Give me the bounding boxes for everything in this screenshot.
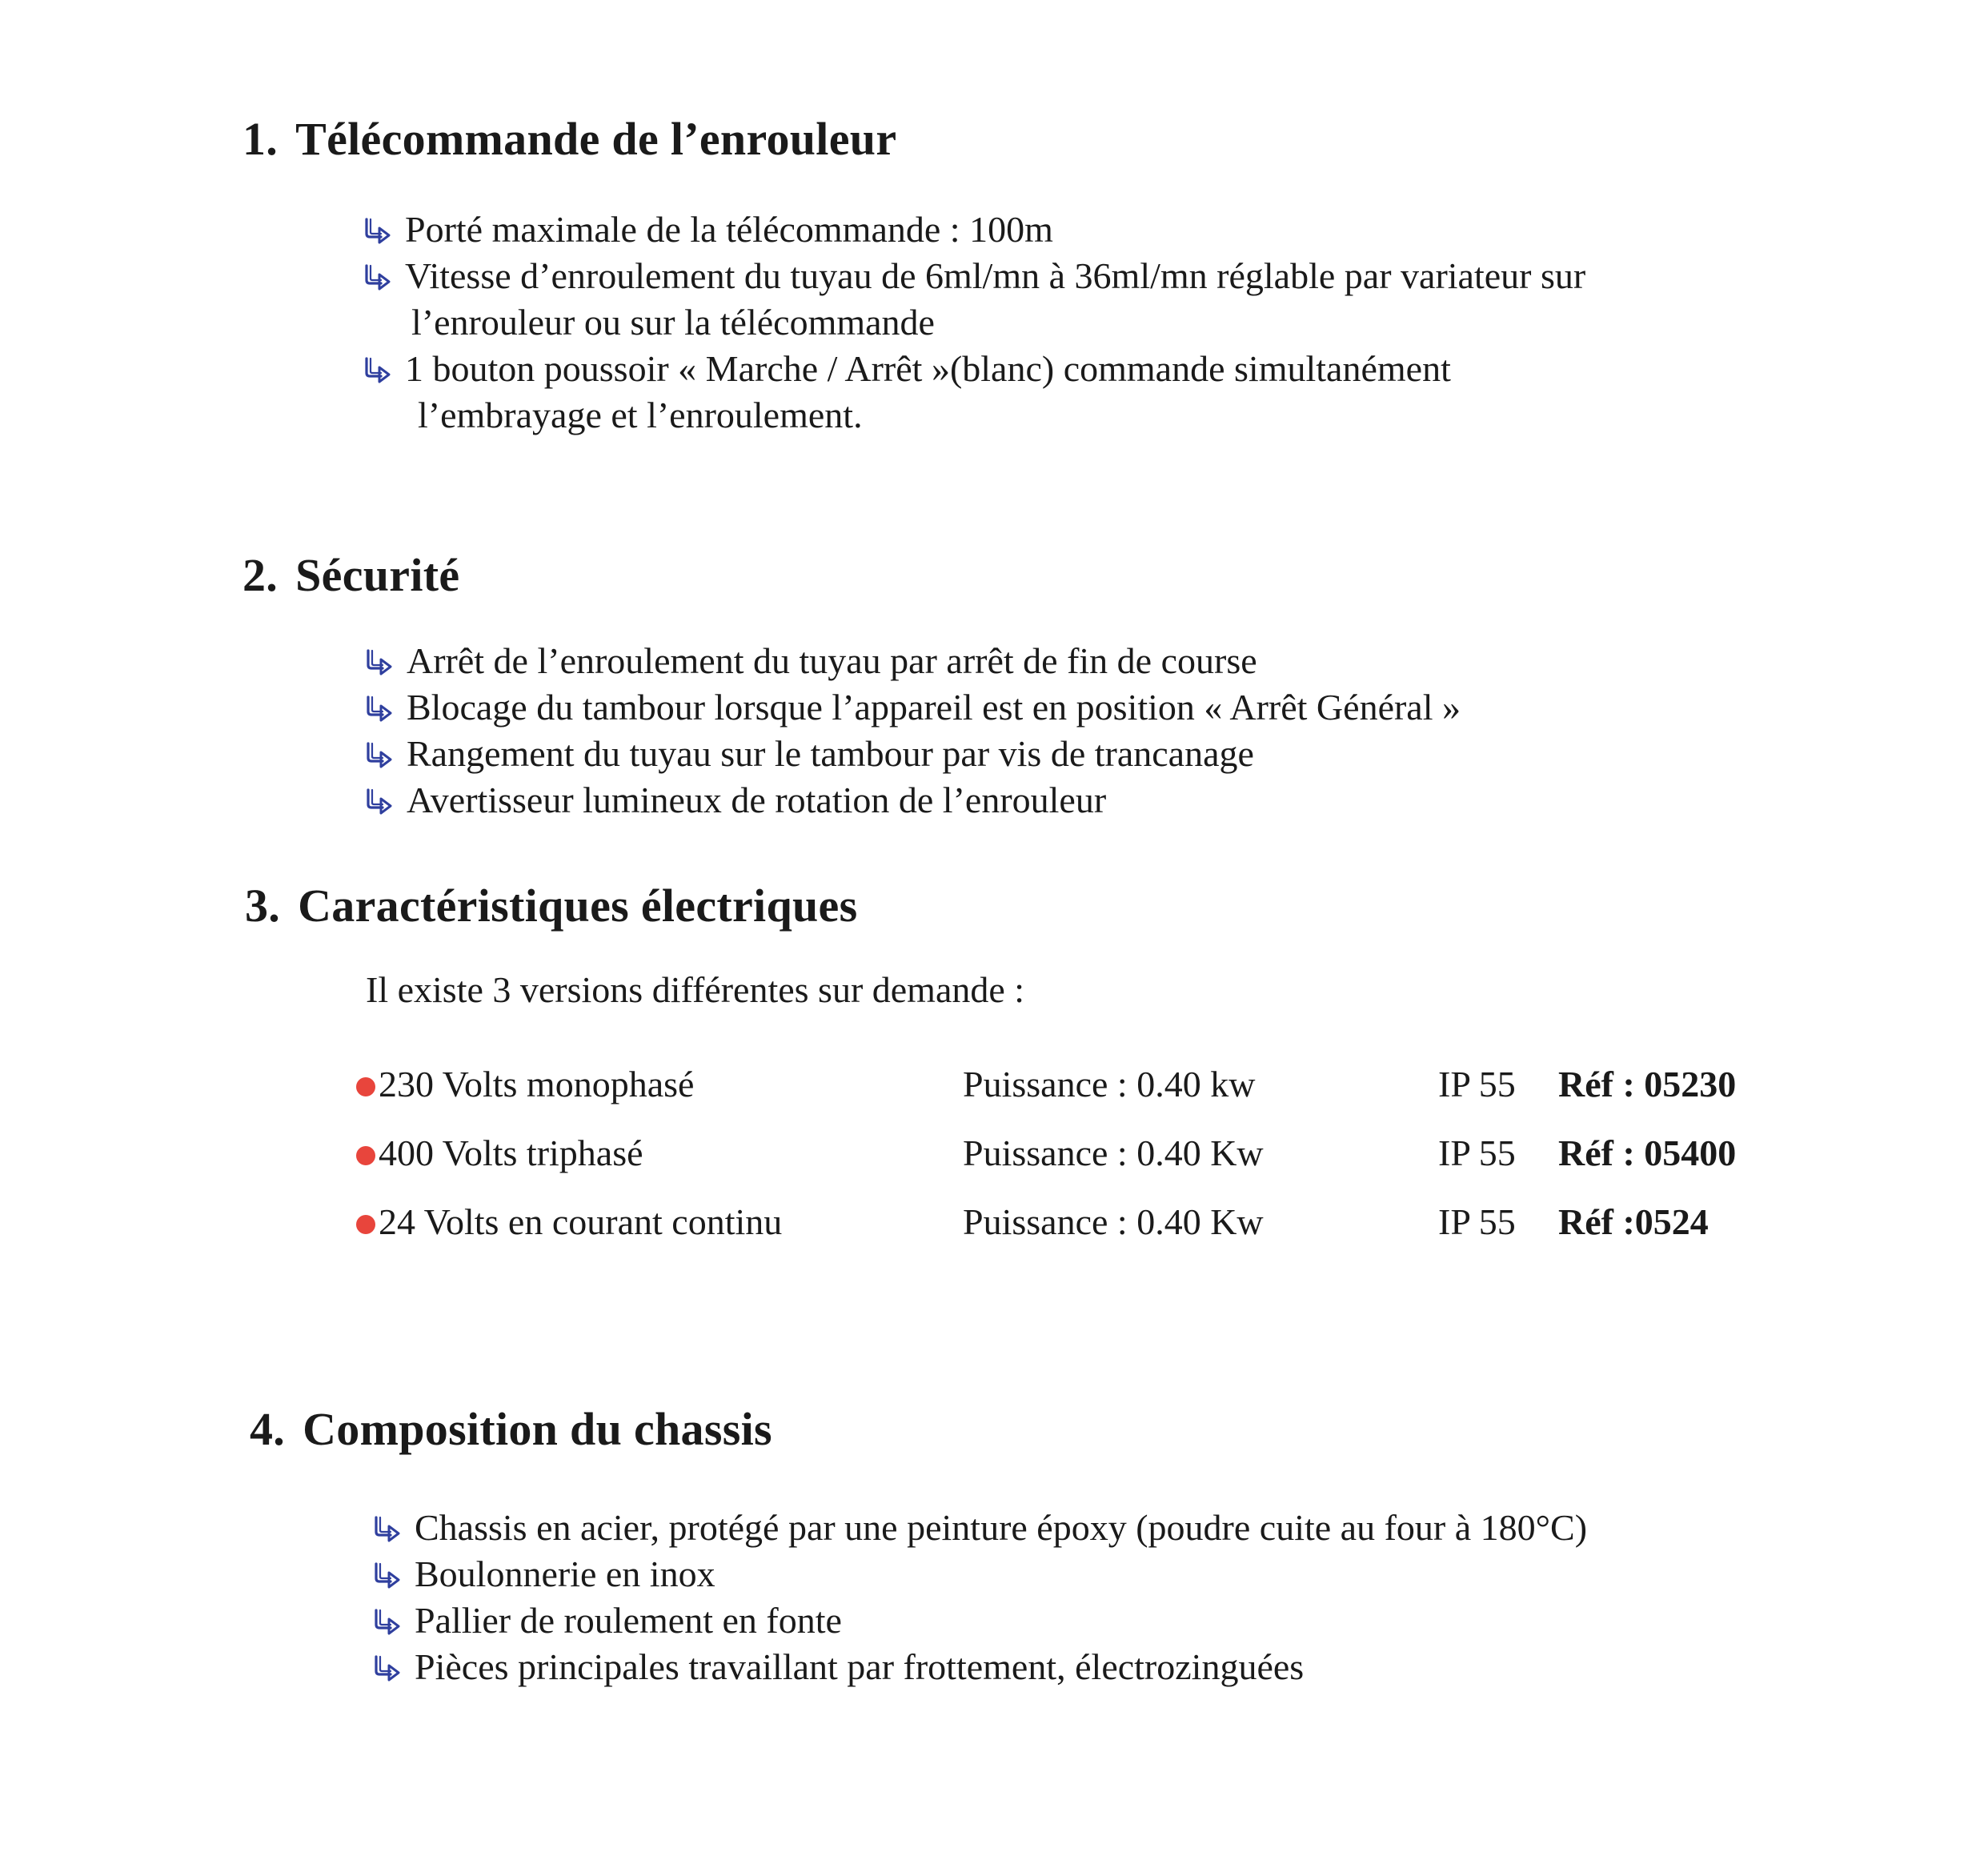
version-label: 230 Volts monophasé [379, 1064, 695, 1104]
section-title: Sécurité [295, 549, 460, 601]
section-title: Caractéristiques électriques [298, 880, 858, 932]
version-ref: Réf :0524 [1558, 1201, 1709, 1242]
hooked-arrow-icon [370, 1654, 402, 1686]
section-1-list [360, 206, 1585, 439]
list-item-text: Porté maximale de la télécommande : 100m [405, 209, 1053, 250]
section-number: 3. [245, 880, 281, 932]
section-1-heading [242, 113, 897, 165]
section-number: 1. [242, 113, 279, 165]
list-item-continuation: l’embrayage et l’enroulement. [418, 395, 863, 435]
version-label: 400 Volts triphasé [379, 1132, 643, 1173]
section-2-list [362, 638, 1461, 824]
list-item-text: Arrêt de l’enroulement du tuyau par arrêt de fin de course [407, 640, 1257, 681]
section-4-heading [250, 1403, 772, 1455]
list-item [362, 684, 1461, 731]
list-item-text: Pièces principales travaillant par frottement, électrozinguées [415, 1646, 1305, 1687]
section-number: 4. [250, 1403, 286, 1455]
list-item [362, 777, 1461, 824]
version-ip: IP 55 [1438, 1201, 1516, 1242]
list-item [362, 638, 1461, 684]
red-dot-icon [356, 1146, 375, 1165]
versions-intro: Il existe 3 versions différentes sur demande : [366, 969, 1025, 1010]
list-item-text: Vitesse d’enroulement du tuyau de 6ml/mn à 36ml/mn réglable par variateur sur [405, 255, 1586, 296]
list-item-text: Chassis en acier, protégé par une peinture époxy (poudre cuite au four à 180°C) [415, 1507, 1588, 1548]
section-title: Composition du chassis [303, 1403, 772, 1455]
version-ref: Réf : 05400 [1558, 1132, 1737, 1173]
hooked-arrow-icon [360, 263, 392, 295]
hooked-arrow-icon [362, 787, 394, 819]
list-item [370, 1644, 1587, 1690]
version-label: 24 Volts en courant continu [379, 1201, 783, 1242]
list-item [360, 346, 1585, 439]
list-item-text: Avertisseur lumineux de rotation de l’enrouleur [407, 780, 1107, 820]
hooked-arrow-icon [370, 1514, 402, 1546]
list-item [360, 253, 1585, 346]
hooked-arrow-icon [370, 1561, 402, 1593]
version-power: Puissance : 0.40 kw [963, 1064, 1256, 1104]
hooked-arrow-icon [362, 647, 394, 679]
list-item-text: Blocage du tambour lorsque l’appareil est en position « Arrêt Général » [407, 687, 1461, 728]
hooked-arrow-icon [370, 1607, 402, 1639]
list-item-text: Rangement du tuyau sur le tambour par vis de trancanage [407, 733, 1254, 774]
version-power: Puissance : 0.40 Kw [963, 1132, 1264, 1173]
list-item-continuation: l’enrouleur ou sur la télécommande [411, 302, 935, 343]
section-2-heading [242, 549, 460, 601]
list-item-text: Pallier de roulement en fonte [415, 1600, 842, 1641]
list-item [362, 731, 1461, 777]
version-row [356, 1198, 1797, 1246]
list-item [370, 1551, 1587, 1597]
hooked-arrow-icon [362, 740, 394, 772]
version-ip: IP 55 [1438, 1064, 1516, 1104]
list-item [370, 1505, 1587, 1551]
version-row [356, 1060, 1797, 1108]
hooked-arrow-icon [362, 694, 394, 726]
section-3-heading [245, 880, 858, 932]
hooked-arrow-icon [360, 355, 392, 387]
version-power: Puissance : 0.40 Kw [963, 1201, 1264, 1242]
section-4-list [370, 1505, 1587, 1690]
list-item [360, 206, 1585, 253]
version-row [356, 1129, 1797, 1177]
section-number: 2. [242, 549, 279, 601]
red-dot-icon [356, 1077, 375, 1096]
list-item-text: 1 bouton poussoir « Marche / Arrêt »(blanc) commande simultanément [405, 348, 1451, 389]
version-ip: IP 55 [1438, 1132, 1516, 1173]
list-item [370, 1597, 1587, 1644]
red-dot-icon [356, 1215, 375, 1234]
section-title: Télécommande de l’enrouleur [295, 113, 897, 165]
version-ref: Réf : 05230 [1558, 1064, 1737, 1104]
list-item-text: Boulonnerie en inox [415, 1553, 715, 1594]
hooked-arrow-icon [360, 216, 392, 248]
